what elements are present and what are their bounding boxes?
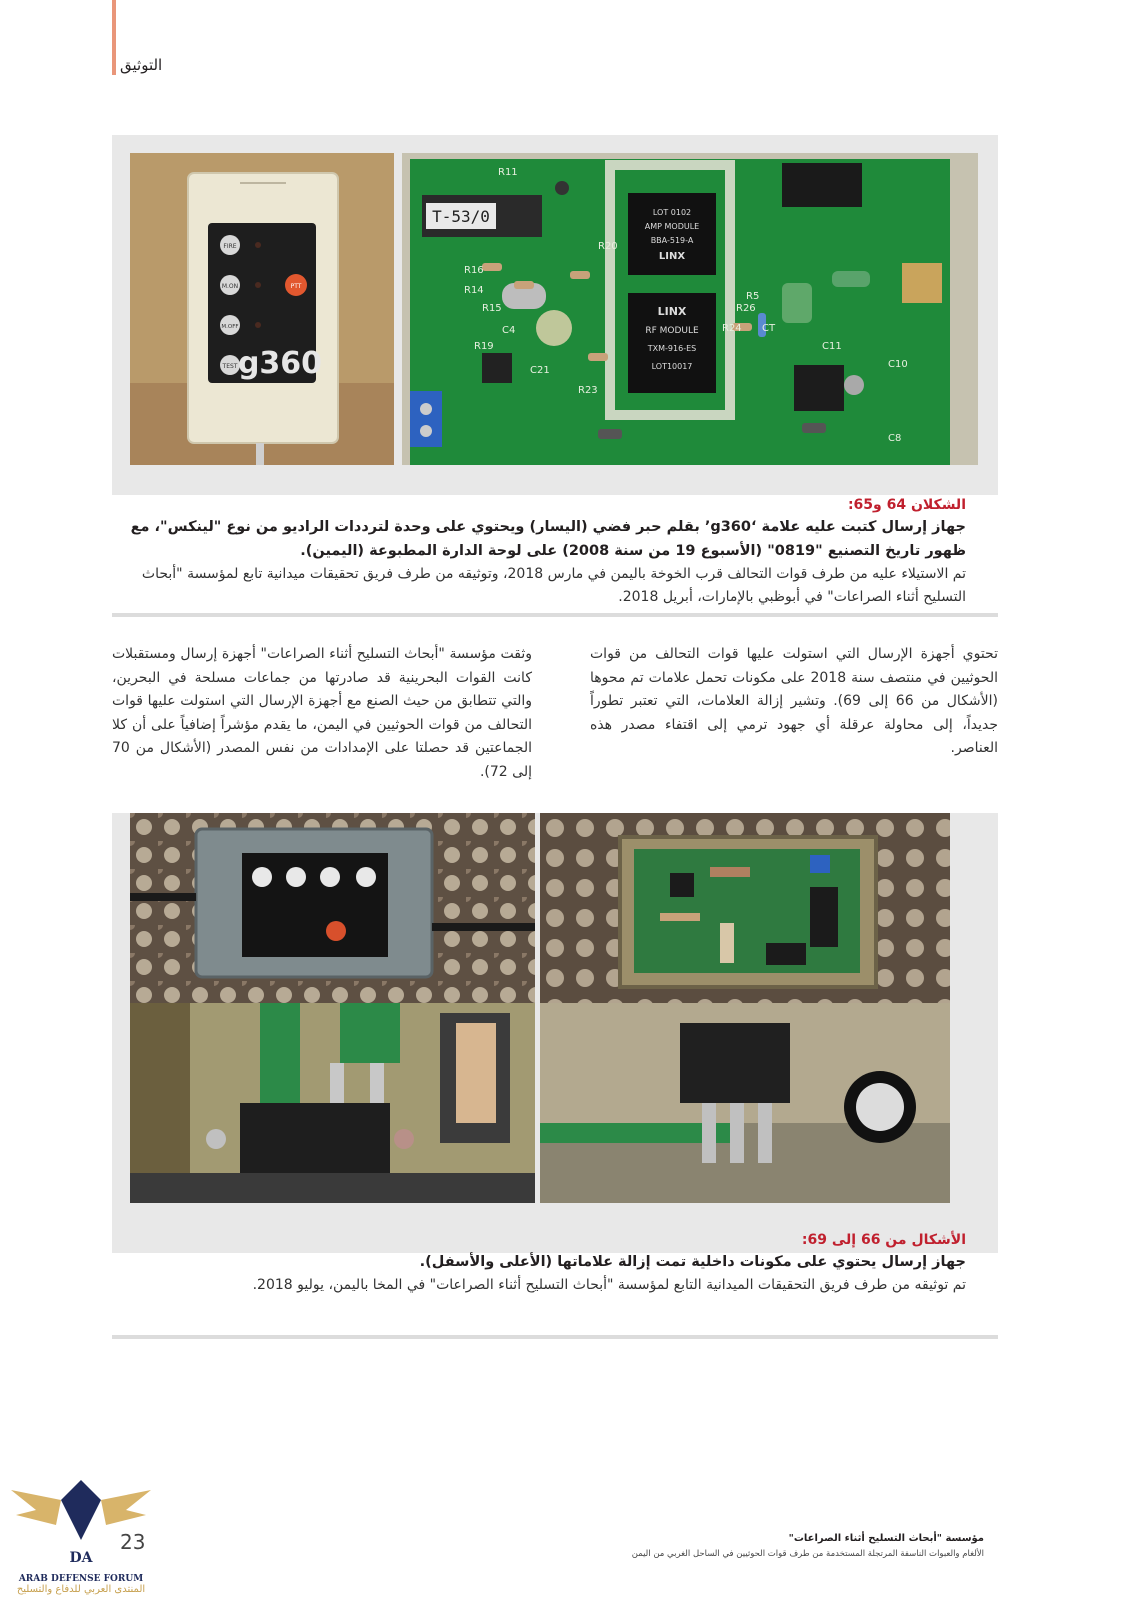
module2-line4: LOT10017 bbox=[651, 362, 693, 371]
figure-66-69-text: تم توثيقه من طرف فريق التحقيقات الميدانية التابع لمؤسسة "أبحاث التسليح أثناء الصراعات" في المخا باليمن، يوليو 2018. bbox=[252, 1277, 966, 1293]
page-number: 23 bbox=[120, 1530, 146, 1554]
pcb-chip-label: T-53/0 bbox=[432, 207, 490, 226]
figure-66-69-caption bbox=[106, 1232, 966, 1297]
figure-64-65-title: جهاز إرسال كتبت عليه علامة ‘g360’ بقلم حبر فضي (اليسار) ويحتوي على وحدة لترددات الراديو من نوع "لينكس"، مع ظهور تاريخ التصنيع "0819" (الأسبوع 19 من سنة 2008) على لوحة الدارة المطبوعة (اليمين). bbox=[130, 519, 966, 559]
figure-64-65-text: تم الاستيلاء عليه من طرف قوات التحالف قرب الخوخة باليمن في مارس 2018، وتوثيقه من طرف فريق تحقيقات ميدانية تابع لمؤسسة "أبحاث التسليح أثناء الصراعات" في أبوظبي بالإمارات، أبريل 2018. bbox=[141, 566, 966, 605]
pcb-ref-c8: C8 bbox=[888, 433, 902, 444]
pcb-ref-c21: C21 bbox=[530, 365, 550, 376]
body-paragraph-left: وثقت مؤسسة "أبحاث التسليح أثناء الصراعات" أجهزة إرسال ومستقبلات كانت القوات البحرينية قد صادرتها من جماعات مسلحة في البحرين، والتي تتطابق من حيث الصنع مع أجهزة الإرسال التي استولت عليها قوات التحالف من قوات الحوثيين في اليمن، ما يقدم مؤشراً إضافياً على أن كلا الجماعتين قد حصلتا على الإمدادات من نفس المصدر (الأشكال من 70 إلى 72). bbox=[112, 646, 532, 780]
pcb-chip-t530 bbox=[422, 195, 542, 237]
pcb-ref-r19: R19 bbox=[474, 341, 494, 352]
pcb-ref-r16: R16 bbox=[464, 265, 484, 276]
pcb-ref-r11: R11 bbox=[498, 167, 518, 178]
pcb-ref-r20: R20 bbox=[598, 241, 618, 252]
module1-line3: BBA-519-A bbox=[650, 236, 694, 245]
arab-defense-forum-watermark bbox=[6, 1470, 156, 1610]
body-paragraph-right: تحتوي أجهزة الإرسال التي استولت عليها قوات التحالف من قوات الحوثيين في منتصف سنة 2018 على مكونات تحمل علامات تم محوها (الأشكال من 66 إلى 69). وتشير إزالة العلامات، التي تعتبر تطوراً جديداً، إلى محاولة عرقلة أي جهود ترمي إلى اقتفاء مصدر هذه العناصر. bbox=[590, 646, 998, 756]
section-label: التوثيق bbox=[120, 56, 163, 74]
photo-pcb-linx-module bbox=[402, 153, 978, 465]
photo-open-transmitter bbox=[540, 813, 950, 1009]
pcb-ref-r15: R15 bbox=[482, 303, 502, 314]
pcb-illustration bbox=[402, 153, 978, 465]
module2-line3: TXM-916-ES bbox=[647, 344, 697, 353]
watermark-line2: المنتدى العربي للدفاع والتسليح bbox=[16, 1584, 146, 1595]
module2-line2: RF MODULE bbox=[645, 326, 699, 336]
pcb-ref-ct: CT bbox=[762, 323, 776, 334]
photo-transmitter-lid bbox=[130, 813, 535, 1009]
erased-regulator-illustration bbox=[540, 1003, 950, 1203]
photo-transmitter-box bbox=[130, 153, 394, 465]
pcb-module-rf bbox=[628, 293, 716, 393]
pcb-ref-r14: R14 bbox=[464, 285, 484, 296]
divider-top bbox=[112, 613, 998, 617]
module2-line1: LINX bbox=[657, 305, 687, 318]
button-fire-label: FIRE bbox=[223, 243, 237, 250]
watermark-initials: DA bbox=[69, 1550, 93, 1566]
figure-66-69-title: جهاز إرسال يحتوي على مكونات داخلية تمت إزالة علاماتها (الأعلى والأسفل). bbox=[419, 1254, 966, 1270]
open-transmitter-illustration bbox=[540, 813, 950, 1009]
watermark-line1: ARAB DEFENSE FORUM bbox=[18, 1574, 144, 1584]
button-ptt bbox=[285, 274, 307, 296]
figure-66-69-panel bbox=[112, 813, 998, 1253]
button-moff-label: M.OFF bbox=[221, 324, 239, 330]
module1-line2: AMP MODULE bbox=[644, 222, 700, 231]
erased-components-left-illustration bbox=[130, 1003, 535, 1203]
module1-line4: LINX bbox=[658, 251, 686, 262]
button-fire bbox=[220, 235, 240, 255]
watermark-wings-icon bbox=[6, 1470, 156, 1570]
button-moff bbox=[220, 315, 240, 335]
pcb-ref-r26: R26 bbox=[736, 303, 756, 314]
button-mon-label: M.ON bbox=[221, 283, 239, 290]
button-mon bbox=[220, 275, 240, 295]
transmitter-box-illustration bbox=[130, 153, 394, 465]
button-test-label: TEST bbox=[222, 363, 238, 370]
pcb-ref-c4: C4 bbox=[502, 325, 516, 336]
pcb-ref-r5: R5 bbox=[746, 291, 760, 302]
photo-erased-regulator bbox=[540, 1003, 950, 1203]
pcb-ref-r23: R23 bbox=[578, 385, 598, 396]
photo-erased-components-left bbox=[130, 1003, 535, 1203]
figure-64-65-label: الشكلان 64 و65: bbox=[847, 497, 966, 513]
figure-66-69-label: الأشكال من 66 إلى 69: bbox=[801, 1232, 966, 1248]
button-ptt-label: PTT bbox=[290, 283, 302, 290]
pcb-module-amp bbox=[628, 193, 716, 275]
footer-organization: مؤسسة "أبحاث التسليح أثناء الصراعات" bbox=[788, 1533, 984, 1544]
figure-64-65-caption bbox=[106, 497, 966, 609]
divider-bottom bbox=[112, 1335, 998, 1339]
header-accent-bar bbox=[112, 0, 116, 75]
transmitter-lid-illustration bbox=[130, 813, 535, 1009]
pcb-ref-r24: R24 bbox=[722, 323, 742, 334]
pcb-ref-c10: C10 bbox=[888, 359, 908, 370]
footer-subtitle: الألغام والعبوات الناسفة المرتجلة المستخدمة من طرف قوات الحوثيين في الساحل الغربي من اليمن bbox=[631, 1549, 984, 1559]
device-marking-g360: g360 bbox=[237, 346, 323, 381]
pcb-ref-c11: C11 bbox=[822, 341, 842, 352]
figure-64-65-panel bbox=[112, 135, 998, 495]
module1-line1: LOT 0102 bbox=[652, 208, 692, 217]
